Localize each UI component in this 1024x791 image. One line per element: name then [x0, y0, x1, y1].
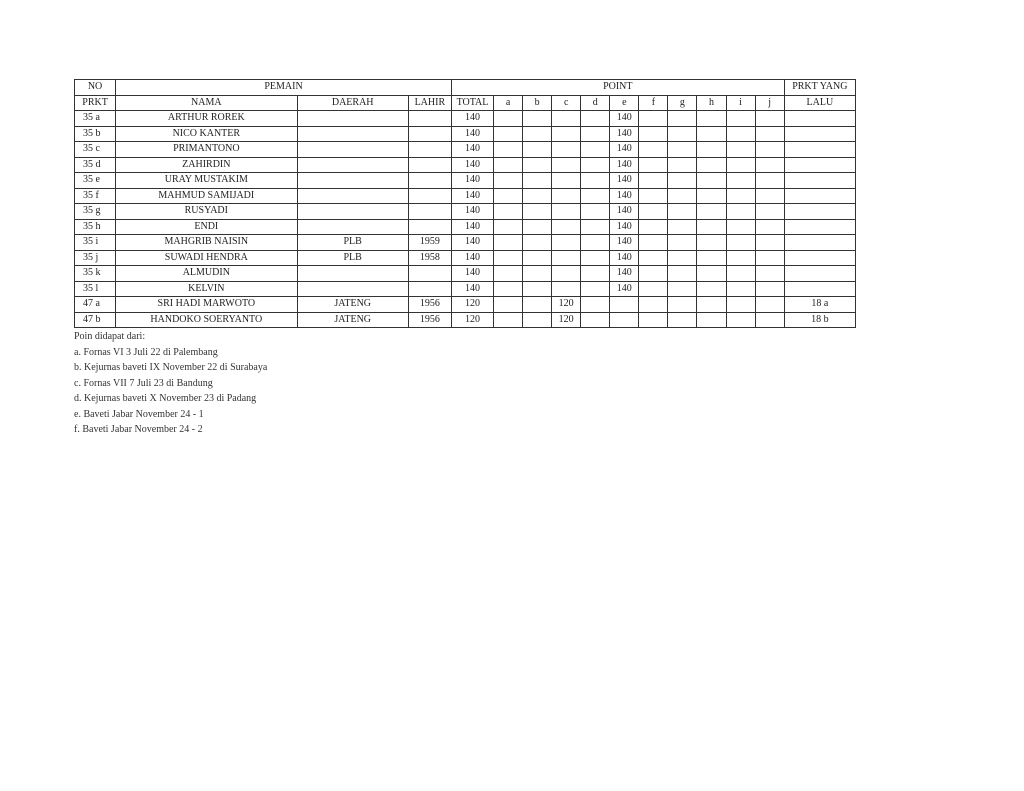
cell-point-b: [523, 173, 552, 189]
cell-point-e: 140: [610, 126, 639, 142]
cell-nama: RUSYADI: [116, 204, 297, 220]
cell-point-j: [755, 312, 784, 328]
cell-point-a: [494, 157, 523, 173]
cell-point-f: [639, 188, 668, 204]
cell-point-g: [668, 297, 697, 313]
table-row: [75, 312, 856, 328]
cell-point-i: [726, 173, 755, 189]
cell-point-a: [494, 204, 523, 220]
cell-point-e: 140: [610, 219, 639, 235]
cell-point-b: [523, 188, 552, 204]
cell-nama: HANDOKO SOERYANTO: [116, 312, 297, 328]
cell-point-h: [697, 173, 726, 189]
cell-point-g: [668, 188, 697, 204]
cell-prkt-lalu: [784, 142, 855, 158]
cell-point-i: [726, 266, 755, 282]
cell-point-c: [552, 266, 581, 282]
cell-point-f: [639, 173, 668, 189]
cell-no: 35 a: [75, 111, 116, 127]
cell-nama: ZAHIRDIN: [116, 157, 297, 173]
cell-daerah: [297, 188, 408, 204]
table-row: [75, 250, 856, 266]
cell-no: 35 k: [75, 266, 116, 282]
cell-total: 140: [451, 188, 493, 204]
cell-point-h: [697, 188, 726, 204]
cell-point-i: [726, 219, 755, 235]
cell-daerah: [297, 204, 408, 220]
cell-point-d: [581, 157, 610, 173]
cell-point-f: [639, 235, 668, 251]
cell-prkt-lalu: [784, 126, 855, 142]
cell-lahir: [408, 173, 451, 189]
cell-point-j: [755, 250, 784, 266]
cell-point-h: [697, 204, 726, 220]
header-row-1: [75, 80, 856, 96]
table-row: [75, 111, 856, 127]
cell-point-e: 140: [610, 204, 639, 220]
cell-point-f: [639, 111, 668, 127]
cell-point-a: [494, 142, 523, 158]
cell-point-f: [639, 204, 668, 220]
cell-point-e: [610, 297, 639, 313]
header-point-g: g: [668, 95, 697, 111]
cell-point-g: [668, 204, 697, 220]
cell-point-b: [523, 250, 552, 266]
cell-point-j: [755, 142, 784, 158]
cell-point-e: [610, 312, 639, 328]
cell-point-d: [581, 204, 610, 220]
cell-point-e: 140: [610, 157, 639, 173]
cell-point-d: [581, 188, 610, 204]
notes-item-a: a. Fornas VI 3 Juli 22 di Palembang: [74, 346, 218, 358]
cell-daerah: [297, 142, 408, 158]
header-point-d: d: [581, 95, 610, 111]
cell-point-d: [581, 142, 610, 158]
cell-point-i: [726, 126, 755, 142]
cell-nama: URAY MUSTAKIM: [116, 173, 297, 189]
header-point-h: h: [697, 95, 726, 111]
cell-point-c: [552, 126, 581, 142]
cell-point-c: [552, 219, 581, 235]
header-lahir: LAHIR: [408, 95, 451, 111]
cell-total: 120: [451, 297, 493, 313]
cell-point-d: [581, 281, 610, 297]
cell-point-e: 140: [610, 142, 639, 158]
cell-point-b: [523, 111, 552, 127]
cell-point-i: [726, 204, 755, 220]
header-row-2: [75, 95, 856, 111]
cell-daerah: PLB: [297, 235, 408, 251]
cell-no: 35 b: [75, 126, 116, 142]
cell-prkt-lalu: [784, 281, 855, 297]
cell-point-d: [581, 297, 610, 313]
header-point-j: j: [755, 95, 784, 111]
cell-prkt-lalu: [784, 157, 855, 173]
cell-point-h: [697, 312, 726, 328]
cell-point-a: [494, 266, 523, 282]
cell-nama: ALMUDIN: [116, 266, 297, 282]
header-daerah: DAERAH: [297, 95, 408, 111]
header-total: TOTAL: [451, 95, 493, 111]
header-point-i: i: [726, 95, 755, 111]
cell-daerah: [297, 281, 408, 297]
cell-prkt-lalu: [784, 266, 855, 282]
cell-point-g: [668, 173, 697, 189]
cell-point-c: [552, 250, 581, 266]
cell-nama: KELVIN: [116, 281, 297, 297]
cell-lahir: [408, 266, 451, 282]
cell-point-g: [668, 312, 697, 328]
cell-point-g: [668, 219, 697, 235]
cell-point-a: [494, 126, 523, 142]
cell-no: 35 j: [75, 250, 116, 266]
cell-total: 140: [451, 235, 493, 251]
cell-point-a: [494, 297, 523, 313]
cell-prkt-lalu: [784, 204, 855, 220]
cell-nama: PRIMANTONO: [116, 142, 297, 158]
cell-point-j: [755, 219, 784, 235]
cell-point-j: [755, 173, 784, 189]
cell-point-g: [668, 111, 697, 127]
cell-prkt-lalu: [784, 111, 855, 127]
cell-point-a: [494, 312, 523, 328]
cell-point-d: [581, 312, 610, 328]
cell-point-c: [552, 111, 581, 127]
cell-total: 140: [451, 219, 493, 235]
header-lalu: LALU: [784, 95, 855, 111]
table-row: [75, 204, 856, 220]
cell-point-f: [639, 250, 668, 266]
table-row: [75, 188, 856, 204]
cell-point-b: [523, 235, 552, 251]
cell-point-i: [726, 111, 755, 127]
cell-daerah: [297, 126, 408, 142]
cell-point-e: 140: [610, 111, 639, 127]
cell-daerah: [297, 219, 408, 235]
cell-no: 47 b: [75, 312, 116, 328]
cell-prkt-lalu: 18 b: [784, 312, 855, 328]
cell-point-b: [523, 142, 552, 158]
cell-point-a: [494, 281, 523, 297]
table-body: [75, 111, 856, 328]
cell-point-e: 140: [610, 266, 639, 282]
header-point-f: f: [639, 95, 668, 111]
cell-point-c: 120: [552, 297, 581, 313]
cell-prkt-lalu: 18 a: [784, 297, 855, 313]
cell-point-g: [668, 250, 697, 266]
cell-lahir: [408, 188, 451, 204]
cell-point-f: [639, 157, 668, 173]
cell-point-g: [668, 235, 697, 251]
cell-total: 140: [451, 266, 493, 282]
notes-title: Poin didapat dari:: [74, 331, 146, 342]
cell-point-j: [755, 204, 784, 220]
cell-point-d: [581, 111, 610, 127]
cell-point-j: [755, 281, 784, 297]
cell-lahir: [408, 111, 451, 127]
cell-point-c: [552, 157, 581, 173]
cell-point-b: [523, 204, 552, 220]
cell-nama: ENDI: [116, 219, 297, 235]
cell-point-a: [494, 219, 523, 235]
cell-point-j: [755, 157, 784, 173]
cell-point-i: [726, 142, 755, 158]
cell-point-i: [726, 157, 755, 173]
cell-point-b: [523, 281, 552, 297]
cell-point-i: [726, 297, 755, 313]
cell-point-c: [552, 204, 581, 220]
cell-total: 140: [451, 126, 493, 142]
cell-nama: ARTHUR ROREK: [116, 111, 297, 127]
cell-point-h: [697, 157, 726, 173]
table-row: [75, 297, 856, 313]
cell-point-h: [697, 111, 726, 127]
cell-lahir: 1958: [408, 250, 451, 266]
cell-point-c: 120: [552, 312, 581, 328]
cell-point-e: 140: [610, 188, 639, 204]
notes-item-d: d. Kejurnas baveti X November 23 di Padang: [74, 393, 257, 404]
cell-daerah: JATENG: [297, 297, 408, 313]
cell-prkt-lalu: [784, 250, 855, 266]
cell-point-a: [494, 250, 523, 266]
cell-total: 140: [451, 157, 493, 173]
cell-total: 140: [451, 142, 493, 158]
cell-point-g: [668, 266, 697, 282]
table-row: [75, 173, 856, 189]
cell-point-e: 140: [610, 250, 639, 266]
cell-point-f: [639, 297, 668, 313]
cell-point-e: 140: [610, 173, 639, 189]
cell-point-c: [552, 142, 581, 158]
ranking-sheet: [74, 79, 856, 438]
cell-lahir: [408, 157, 451, 173]
cell-total: 140: [451, 250, 493, 266]
cell-point-i: [726, 281, 755, 297]
cell-point-f: [639, 281, 668, 297]
cell-point-f: [639, 266, 668, 282]
cell-nama: SRI HADI MARWOTO: [116, 297, 297, 313]
cell-total: 140: [451, 204, 493, 220]
cell-point-g: [668, 281, 697, 297]
cell-point-j: [755, 266, 784, 282]
cell-prkt-lalu: [784, 219, 855, 235]
cell-no: 35 g: [75, 204, 116, 220]
cell-point-d: [581, 173, 610, 189]
cell-no: 35 f: [75, 188, 116, 204]
points-source-notes: [74, 329, 856, 438]
cell-point-f: [639, 126, 668, 142]
cell-point-b: [523, 126, 552, 142]
cell-point-g: [668, 157, 697, 173]
cell-total: 140: [451, 173, 493, 189]
header-point: POINT: [451, 80, 784, 96]
cell-lahir: [408, 281, 451, 297]
notes-item-e: e. Baveti Jabar November 24 - 1: [74, 408, 204, 420]
cell-point-h: [697, 235, 726, 251]
cell-point-a: [494, 111, 523, 127]
cell-point-d: [581, 235, 610, 251]
cell-point-f: [639, 219, 668, 235]
cell-point-b: [523, 297, 552, 313]
cell-point-j: [755, 188, 784, 204]
cell-no: 35 l: [75, 281, 116, 297]
cell-point-j: [755, 235, 784, 251]
header-no: NO: [75, 80, 116, 96]
cell-point-j: [755, 297, 784, 313]
cell-nama: SUWADI HENDRA: [116, 250, 297, 266]
table-row: [75, 219, 856, 235]
cell-point-d: [581, 266, 610, 282]
header-nama: NAMA: [116, 95, 297, 111]
header-prkt-yang: PRKT YANG: [784, 80, 855, 96]
cell-point-i: [726, 250, 755, 266]
cell-point-h: [697, 250, 726, 266]
cell-point-h: [697, 142, 726, 158]
table-row: [75, 157, 856, 173]
cell-no: 35 h: [75, 219, 116, 235]
cell-daerah: [297, 266, 408, 282]
cell-nama: NICO KANTER: [116, 126, 297, 142]
cell-point-g: [668, 126, 697, 142]
cell-nama: MAHGRIB NAISIN: [116, 235, 297, 251]
cell-no: 35 i: [75, 235, 116, 251]
cell-point-b: [523, 219, 552, 235]
cell-point-b: [523, 157, 552, 173]
cell-total: 140: [451, 111, 493, 127]
cell-point-f: [639, 142, 668, 158]
cell-lahir: [408, 204, 451, 220]
table-row: [75, 281, 856, 297]
cell-point-i: [726, 235, 755, 251]
table-row: [75, 142, 856, 158]
cell-point-a: [494, 188, 523, 204]
ranking-table: [74, 79, 856, 328]
cell-point-i: [726, 312, 755, 328]
cell-no: 47 a: [75, 297, 116, 313]
cell-daerah: [297, 111, 408, 127]
cell-point-d: [581, 250, 610, 266]
cell-prkt-lalu: [784, 235, 855, 251]
cell-point-f: [639, 312, 668, 328]
notes-item-b: b. Kejurnas baveti IX November 22 di Surabaya: [74, 362, 268, 373]
cell-point-j: [755, 111, 784, 127]
cell-point-c: [552, 188, 581, 204]
cell-lahir: [408, 126, 451, 142]
cell-point-g: [668, 142, 697, 158]
cell-lahir: 1956: [408, 297, 451, 313]
header-point-b: b: [523, 95, 552, 111]
cell-lahir: 1956: [408, 312, 451, 328]
header-point-c: c: [552, 95, 581, 111]
header-point-e: e: [610, 95, 639, 111]
cell-point-c: [552, 235, 581, 251]
cell-prkt-lalu: [784, 173, 855, 189]
header-point-a: a: [494, 95, 523, 111]
cell-prkt-lalu: [784, 188, 855, 204]
cell-point-h: [697, 297, 726, 313]
cell-lahir: [408, 219, 451, 235]
cell-point-j: [755, 126, 784, 142]
cell-point-a: [494, 173, 523, 189]
cell-point-e: 140: [610, 235, 639, 251]
cell-point-a: [494, 235, 523, 251]
cell-point-d: [581, 126, 610, 142]
cell-daerah: JATENG: [297, 312, 408, 328]
notes-item-c: c. Fornas VII 7 Juli 23 di Bandung: [74, 377, 213, 389]
table-row: [75, 235, 856, 251]
header-pemain: PEMAIN: [116, 80, 452, 96]
cell-point-h: [697, 126, 726, 142]
cell-daerah: [297, 173, 408, 189]
cell-point-b: [523, 266, 552, 282]
cell-point-h: [697, 219, 726, 235]
cell-point-h: [697, 266, 726, 282]
cell-point-h: [697, 281, 726, 297]
table-row: [75, 266, 856, 282]
cell-total: 140: [451, 281, 493, 297]
cell-no: 35 d: [75, 157, 116, 173]
header-prkt: PRKT: [75, 95, 116, 111]
cell-point-b: [523, 312, 552, 328]
cell-no: 35 e: [75, 173, 116, 189]
cell-no: 35 c: [75, 142, 116, 158]
cell-point-c: [552, 173, 581, 189]
cell-point-i: [726, 188, 755, 204]
cell-total: 120: [451, 312, 493, 328]
table-row: [75, 126, 856, 142]
cell-daerah: PLB: [297, 250, 408, 266]
cell-point-d: [581, 219, 610, 235]
cell-daerah: [297, 157, 408, 173]
cell-nama: MAHMUD SAMIJADI: [116, 188, 297, 204]
cell-point-e: 140: [610, 281, 639, 297]
cell-lahir: [408, 142, 451, 158]
notes-item-f: f. Baveti Jabar November 24 - 2: [74, 424, 203, 435]
cell-lahir: 1959: [408, 235, 451, 251]
cell-point-c: [552, 281, 581, 297]
